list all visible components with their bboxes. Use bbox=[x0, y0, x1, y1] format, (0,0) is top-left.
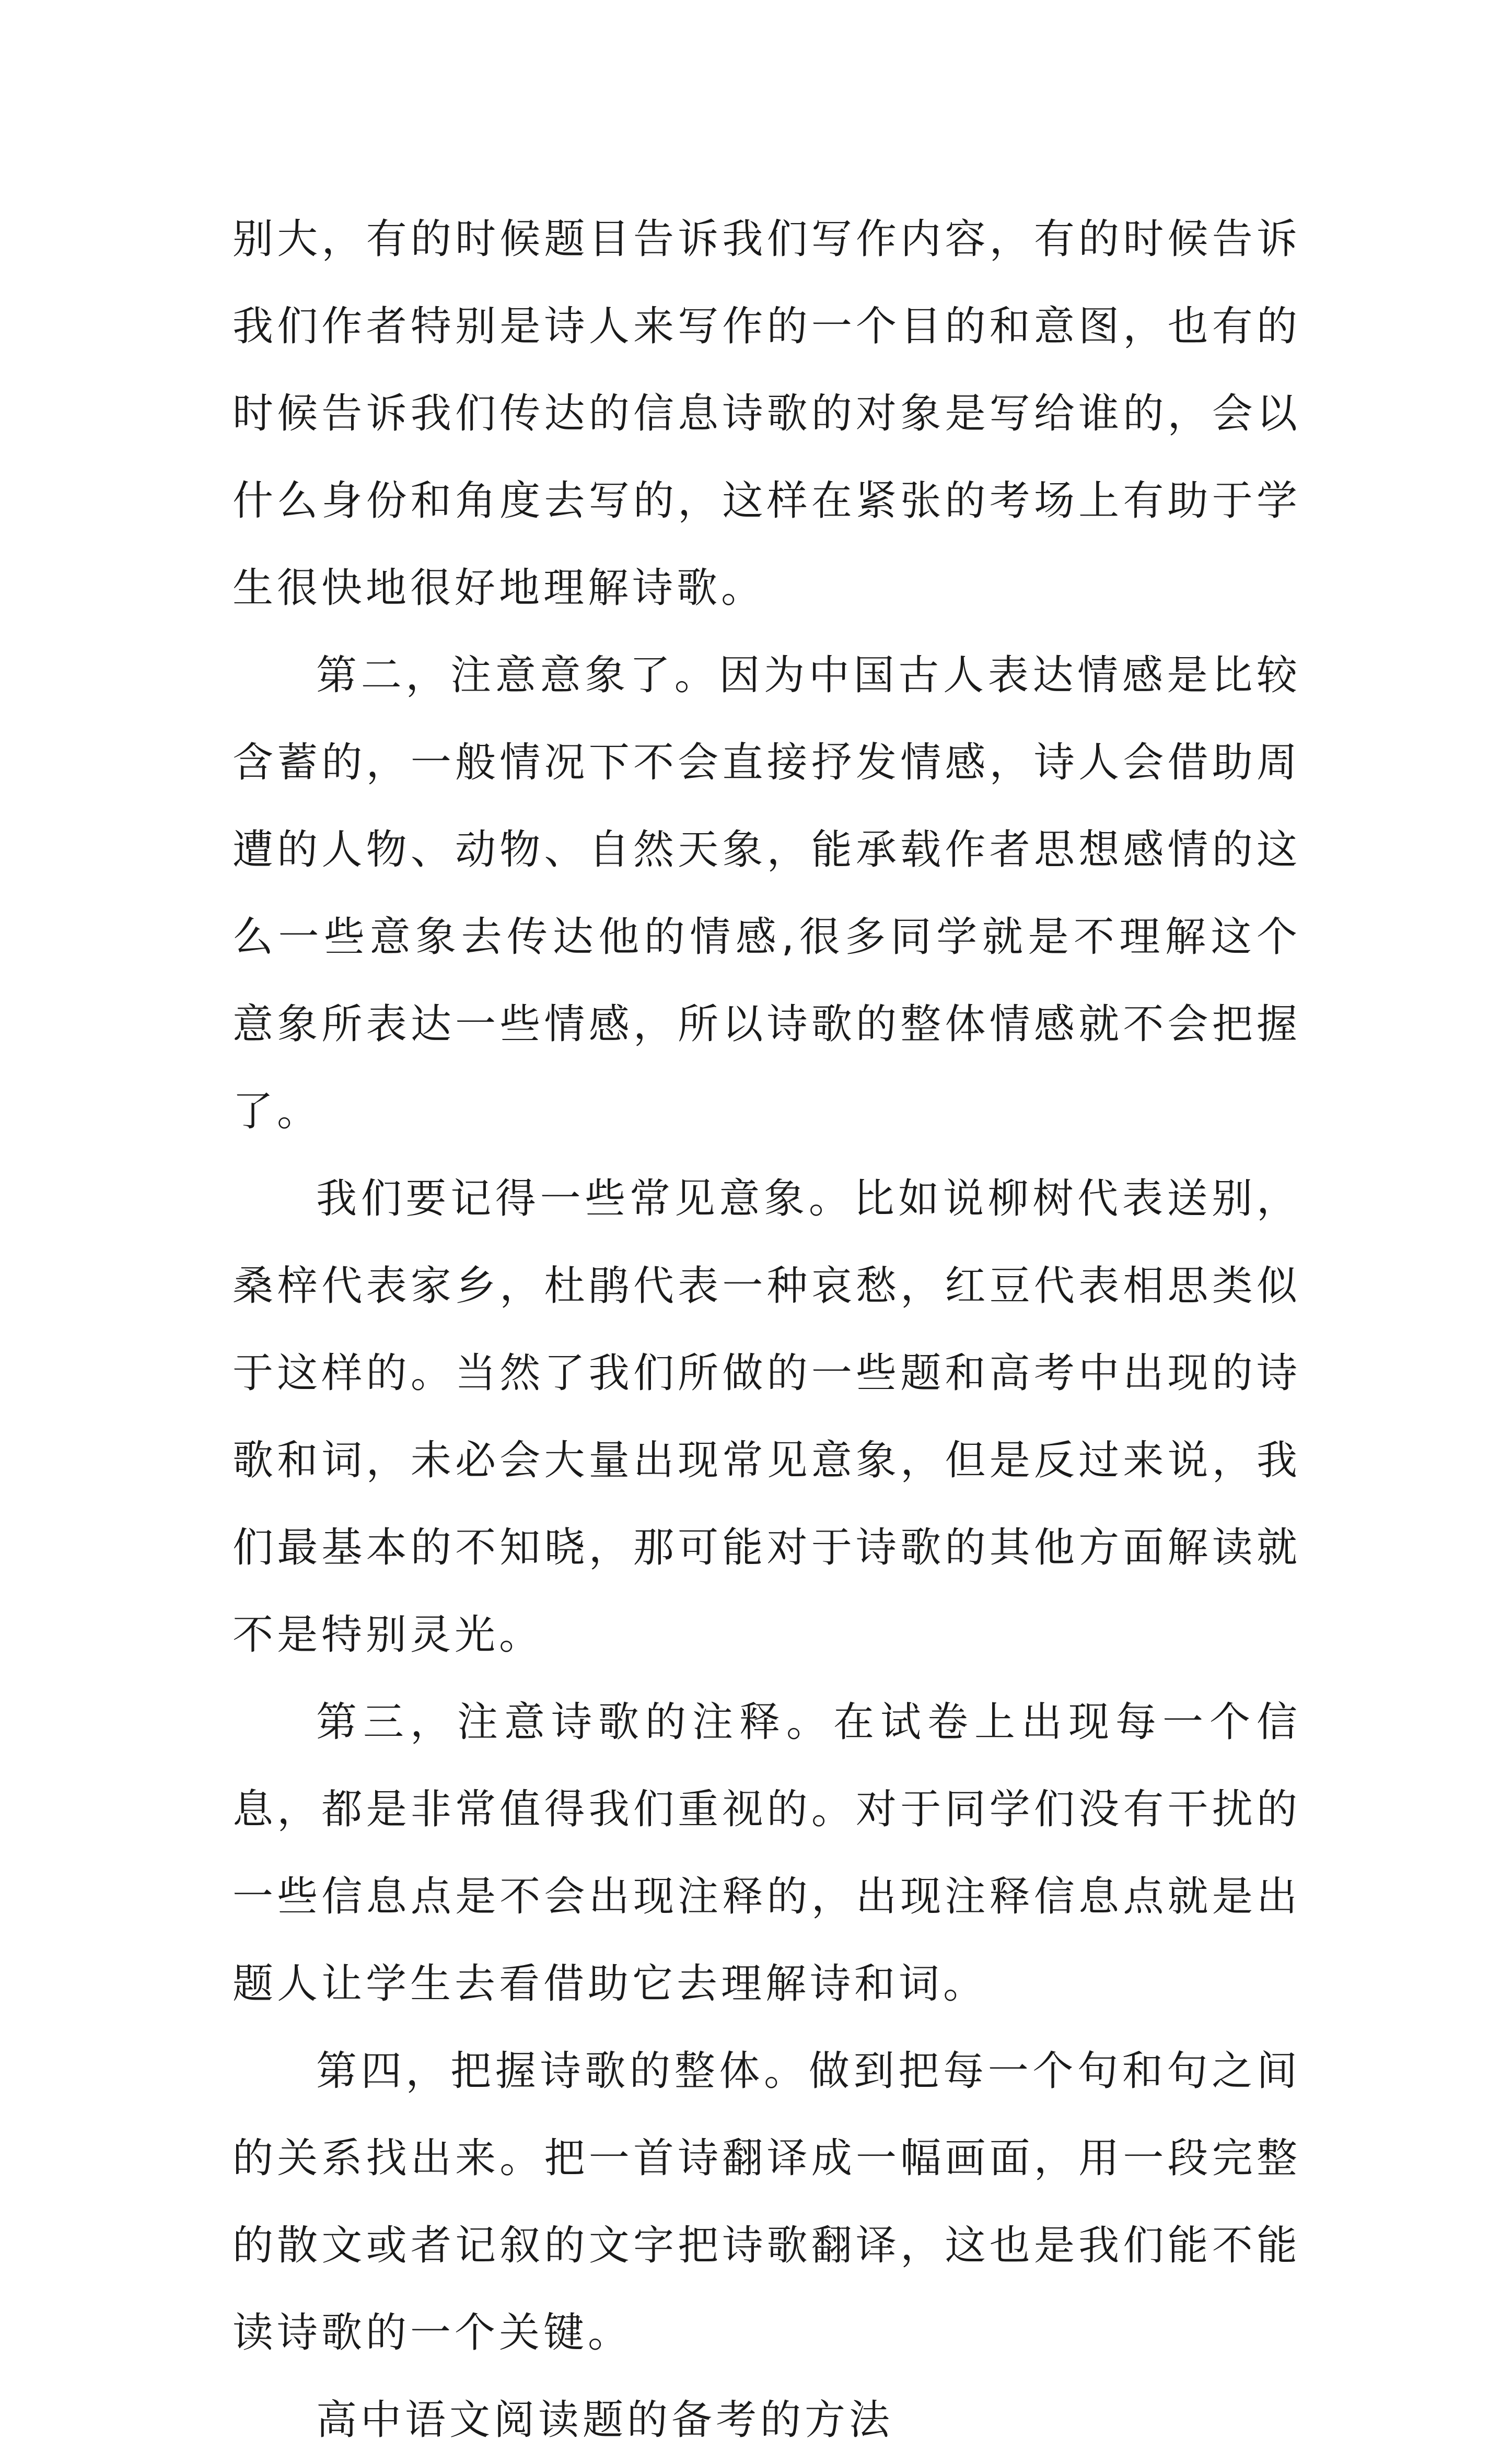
paragraph-point-three: 第三，注意诗歌的注释。在试卷上出现每一个信息，都是非常值得我们重视的。对于同学们没有干扰的一些信息点是不会出现注释的，出现注释信息点就是出题人让学生去看借助它去理解诗和词。 bbox=[232, 1699, 1301, 2007]
paragraph-common-imagery: 我们要记得一些常见意象。比如说柳树代表送别，桑梓代表家乡，杜鹃代表一种哀愁，红豆代表相思类似于这样的。当然了我们所做的一些题和高考中出现的诗歌和词，未必会大量出现常见意象，但是反过来说，我们最基本的不知晓，那可能对于诗歌的其他方面解读就不是特别灵光。 bbox=[232, 1175, 1301, 1659]
document-body bbox=[232, 196, 1301, 2464]
paragraph-point-four: 第四，把握诗歌的整体。做到把每一个句和句之间的关系找出来。把一首诗翻译成一幅画面，用一段完整的散文或者记叙的文字把诗歌翻译，这也是我们能不能读诗歌的一个关键。 bbox=[232, 2048, 1301, 2356]
paragraph-point-two: 第二，注意意象了。因为中国古人表达情感是比较含蓄的，一般情况下不会直接抒发情感，诗人会借助周遭的人物、动物、自然天象，能承载作者思想感情的这么一些意象去传达他的情感,很多同学就是不理解这个意象所表达一些情感，所以诗歌的整体情感就不会把握了。 bbox=[232, 652, 1301, 1135]
section-heading: 高中语文阅读题的备考的方法 bbox=[316, 2397, 894, 2444]
paragraph-continuation: 别大，有的时候题目告诉我们写作内容，有的时候告诉我们作者特别是诗人来写作的一个目的和意图，也有的时候告诉我们传达的信息诗歌的对象是写给谁的，会以什么身份和角度去写的，这样在紧张的考场上有助于学生很快地很好地理解诗歌。 bbox=[232, 216, 1301, 612]
